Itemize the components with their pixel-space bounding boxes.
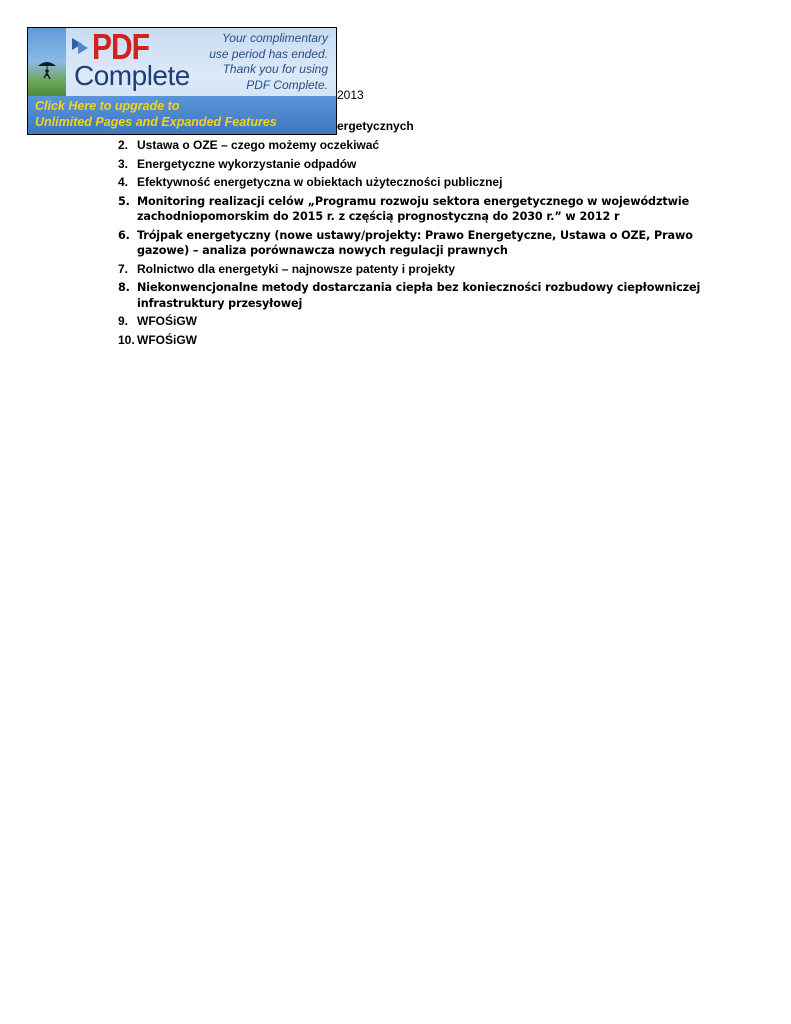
document-date-fragment: 2013 bbox=[337, 88, 364, 102]
agenda-item-text: Efektywność energetyczna w obiektach użyteczności publicznej bbox=[137, 175, 503, 189]
agenda-item-1-fragment: ergetycznych bbox=[337, 119, 414, 133]
agenda-item bbox=[118, 194, 718, 225]
agenda-item-text: Ustawa o OZE – czego możemy oczekiwać bbox=[137, 138, 380, 152]
agenda-item-text: Niekonwencjonalne metody dostarczania ciepła bez konieczności rozbudowy ciepłowniczej infrastruktury przesyłowej bbox=[137, 281, 701, 310]
agenda-item-text: Energetyczne wykorzystanie odpadów bbox=[137, 156, 357, 171]
agenda-item bbox=[118, 280, 718, 311]
banner-message-line: Thank you for using bbox=[222, 62, 328, 76]
agenda-item bbox=[118, 228, 718, 259]
upgrade-link-line[interactable]: Click Here to upgrade to bbox=[35, 99, 180, 113]
banner-message-line: Your complimentary bbox=[221, 31, 328, 45]
agenda-item bbox=[118, 157, 718, 173]
agenda-item-number: 2. bbox=[118, 138, 129, 152]
upgrade-link-line[interactable]: Unlimited Pages and Expanded Features bbox=[35, 115, 277, 129]
agenda-item bbox=[118, 333, 718, 349]
agenda-item bbox=[118, 138, 718, 154]
agenda-item-number: 3. bbox=[118, 156, 129, 171]
agenda-item bbox=[118, 262, 718, 278]
agenda-item-text: Rolnictwo dla energetyki – najnowsze patenty i projekty bbox=[137, 261, 456, 276]
agenda-item-text: Monitoring realizacji celów „Programu rozwoju sektora energetycznego w województwie zachodniopomorskim do 2015 r. z częścią prognostyczną do 2030 r.” w 2012 r bbox=[137, 194, 690, 223]
banner-photo bbox=[28, 28, 66, 96]
agenda-item-number: 5. bbox=[118, 194, 130, 208]
agenda-list bbox=[118, 138, 718, 351]
upgrade-link[interactable] bbox=[28, 96, 336, 135]
banner-message-line: use period has ended. bbox=[209, 46, 328, 61]
banner-message bbox=[188, 31, 328, 93]
agenda-item-text: WFOŚiGW bbox=[137, 314, 197, 328]
agenda-item-text: Trójpak energetyczny (nowe ustawy/projekty: Prawo Energetyczne, Ustawa o OZE, Prawo gazowe) – analiza porównawcza nowych regulacji prawnych bbox=[137, 228, 693, 257]
agenda-item-number: 6. bbox=[118, 228, 130, 242]
agenda-item-number: 10. bbox=[118, 332, 135, 347]
logo-complete-text: Complete bbox=[74, 60, 190, 91]
agenda-item-number: 8. bbox=[118, 281, 130, 294]
agenda-item-number: 7. bbox=[118, 261, 129, 276]
agenda-item-text: WFOŚiGW bbox=[137, 332, 197, 347]
umbrella-figure-icon bbox=[36, 58, 58, 82]
agenda-item-number: 9. bbox=[118, 314, 129, 328]
agenda-item bbox=[118, 314, 718, 330]
logo-arrows-icon bbox=[70, 34, 92, 58]
pdf-complete-upgrade-banner[interactable] bbox=[27, 27, 337, 135]
banner-message-line: PDF Complete. bbox=[246, 77, 328, 92]
agenda-item bbox=[118, 175, 718, 191]
agenda-item-number: 4. bbox=[118, 175, 129, 189]
logo-pdf-text: PDF bbox=[92, 28, 149, 68]
